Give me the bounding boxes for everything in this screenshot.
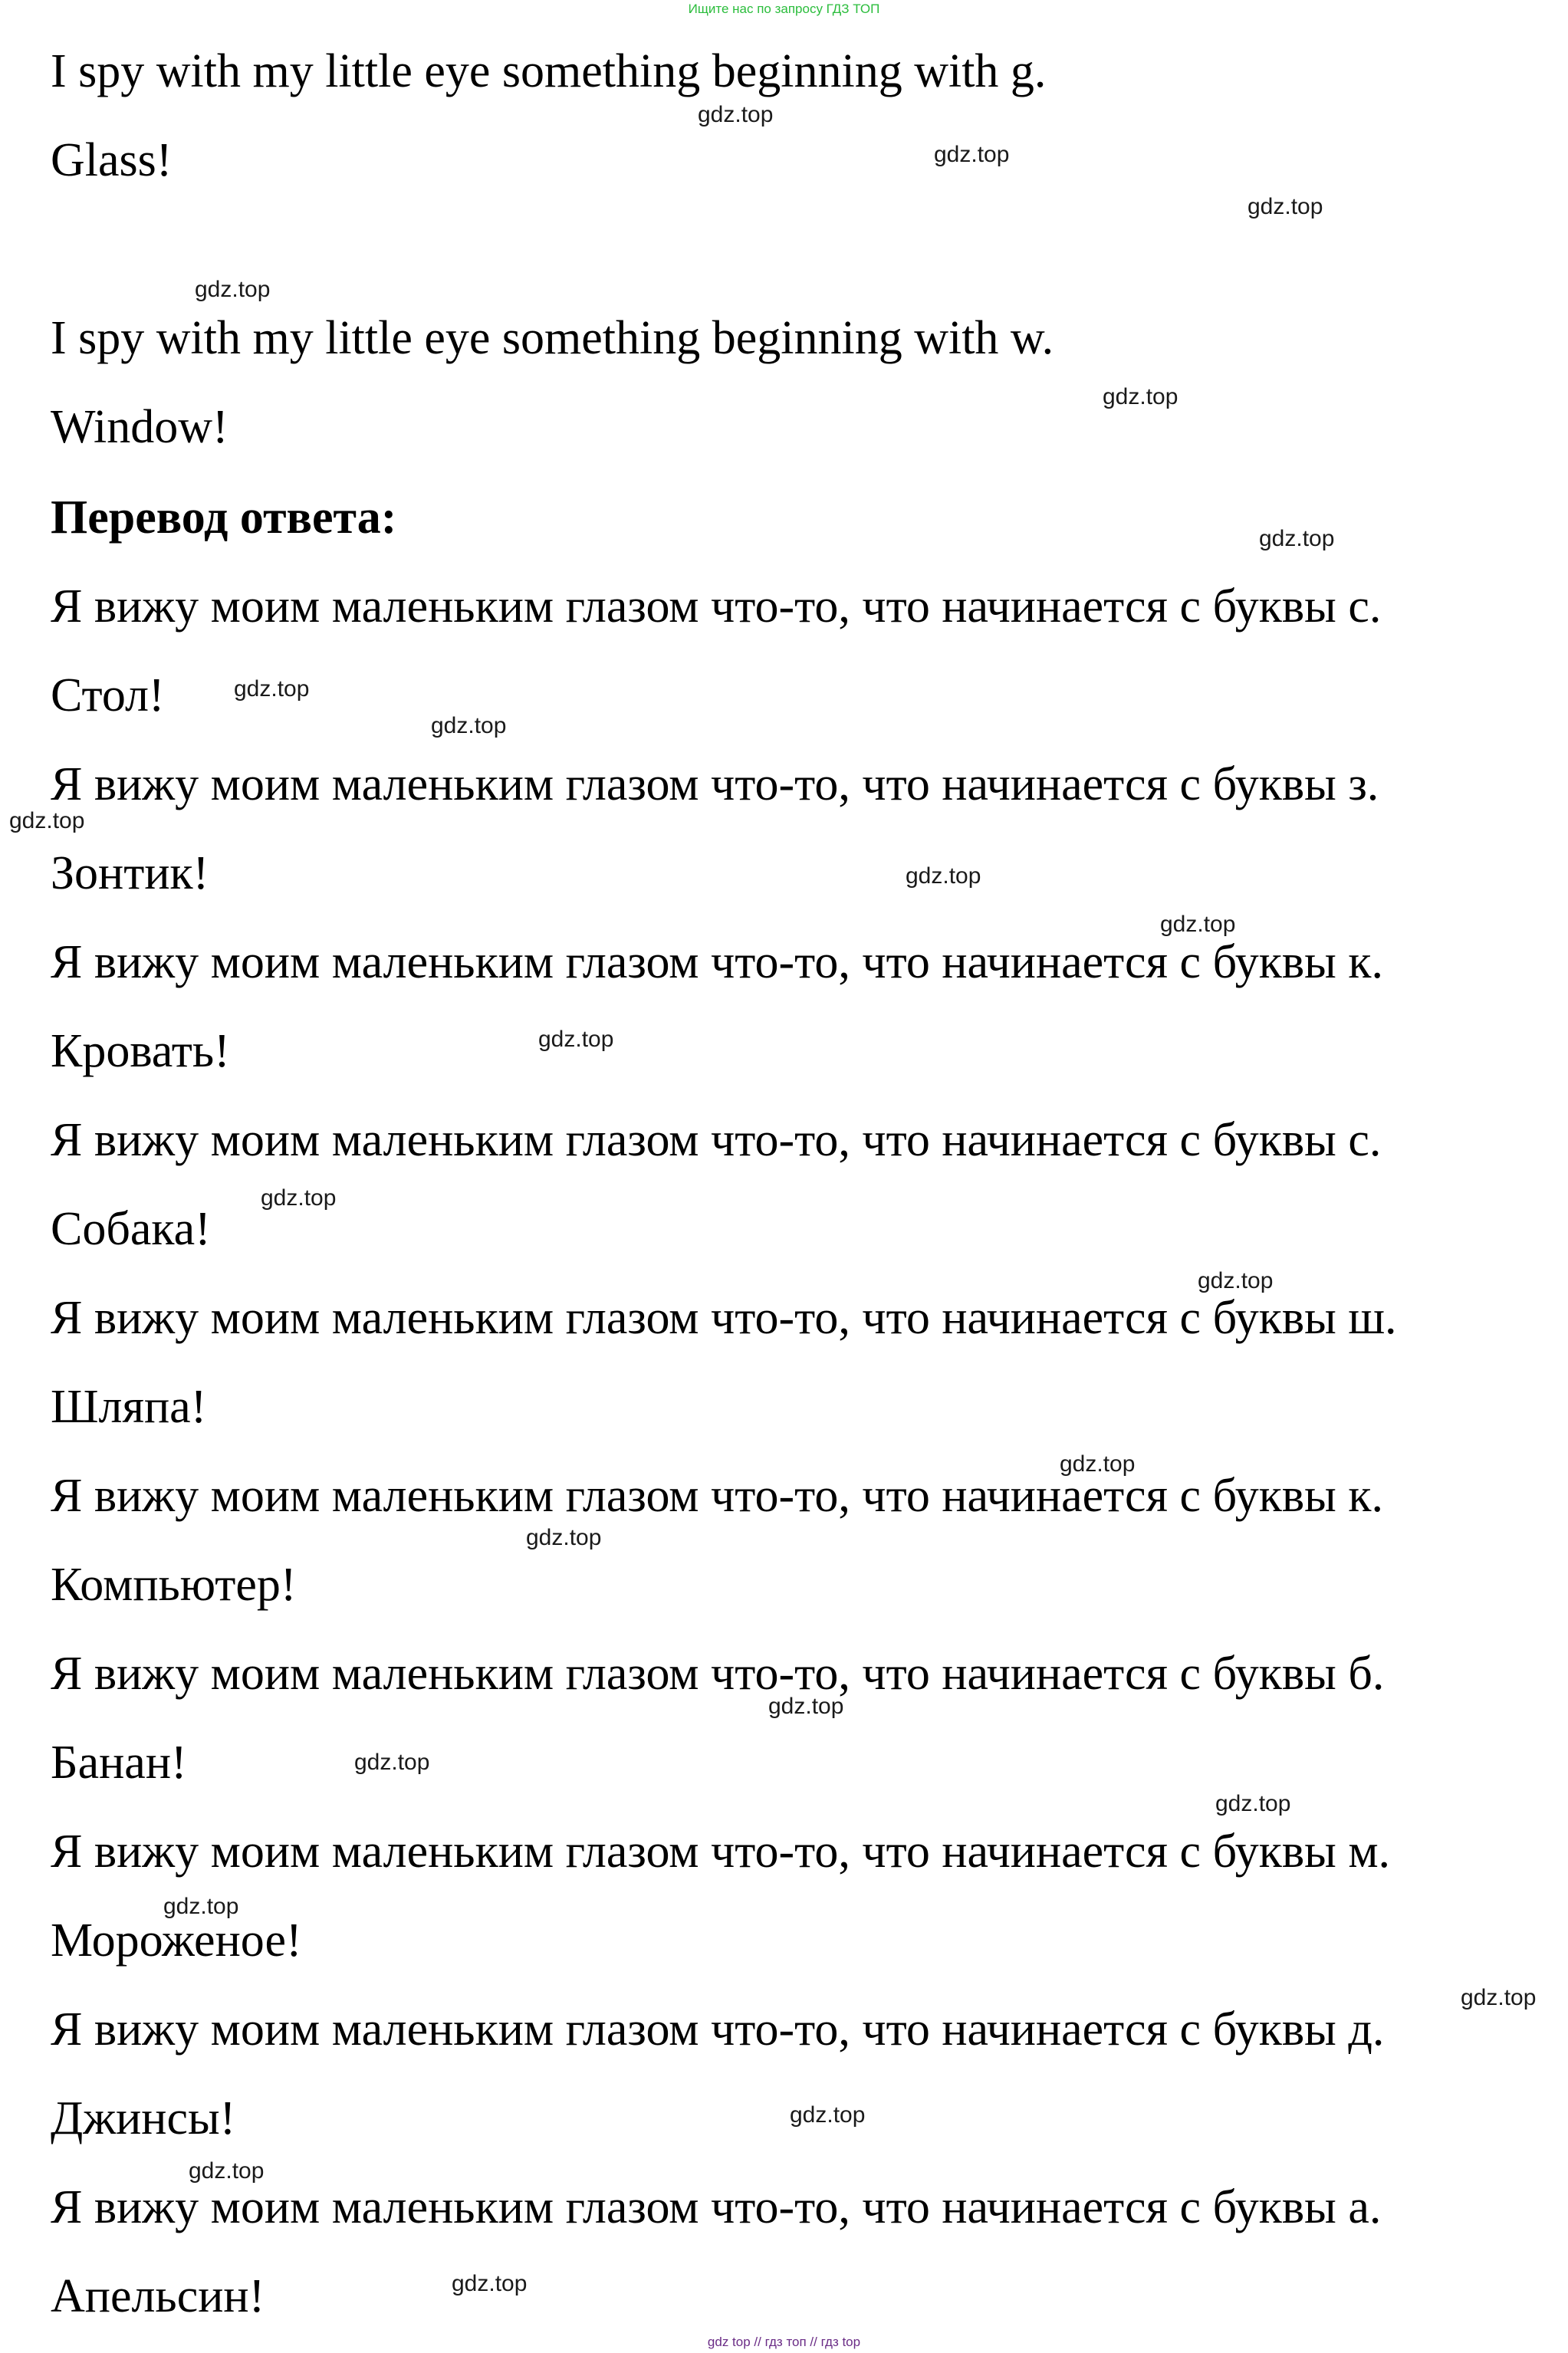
translation-line-18: Джинсы! [51,2092,236,2144]
watermark: gdz.top [1259,526,1335,551]
english-line-2: Glass! [51,134,173,186]
watermark: gdz.top [234,676,310,702]
translation-line-7: Я вижу моим маленьким глазом что-то, что начинается с буквы с. [51,1114,1382,1166]
watermark: gdz.top [1215,1791,1291,1816]
watermark: gdz.top [934,142,1010,167]
watermark: gdz.top [189,2158,265,2184]
translation-line-6: Кровать! [51,1025,230,1077]
watermark: gdz.top [1160,912,1236,937]
translation-line-16: Мороженое! [51,1914,302,1967]
watermark: gdz.top [1060,1451,1136,1477]
translation-line-2: Стол! [51,669,165,721]
top-banner: Ищите нас по запросу ГДЗ ТОП [688,2,880,16]
translation-line-9: Я вижу моим маленьким глазом что-то, что начинается с буквы ш. [51,1292,1397,1344]
english-line-4: Window! [51,401,228,453]
english-line-1: I spy with my little eye something beginning with g. [51,45,1047,97]
translation-line-10: Шляпа! [51,1381,207,1433]
translation-line-17: Я вижу моим маленьким глазом что-то, что начинается с буквы д. [51,2003,1385,2056]
watermark: gdz.top [163,1894,239,1919]
translation-line-15: Я вижу моим маленьким глазом что-то, что начинается с буквы м. [51,1826,1391,1878]
footer: gdz top // гдз топ // гдз top [707,2335,861,2349]
watermark: gdz.top [768,1694,844,1719]
watermark: gdz.top [1198,1268,1274,1293]
watermark: gdz.top [452,2271,528,2296]
translation-line-11: Я вижу моим маленьким глазом что-то, что начинается с буквы к. [51,1470,1383,1522]
translation-line-8: Собака! [51,1203,211,1255]
watermark: gdz.top [698,102,774,127]
english-line-3: I spy with my little eye something beginning with w. [51,312,1054,364]
translation-line-12: Компьютер! [51,1559,297,1611]
translation-line-4: Зонтик! [51,847,209,899]
translation-line-13: Я вижу моим маленьким глазом что-то, что начинается с буквы б. [51,1648,1385,1700]
translation-heading: Перевод ответа: [51,491,397,544]
watermark: gdz.top [431,713,507,738]
watermark: gdz.top [1103,384,1178,409]
translation-line-3: Я вижу моим маленьким глазом что-то, что начинается с буквы з. [51,758,1379,810]
translation-line-19: Я вижу моим маленьким глазом что-то, что начинается с буквы а. [51,2181,1382,2233]
watermark: gdz.top [906,863,981,889]
watermark: gdz.top [1247,194,1323,219]
translation-line-20: Апельсин! [51,2270,265,2322]
watermark: gdz.top [354,1750,430,1775]
watermark: gdz.top [790,2102,866,2128]
translation-line-5: Я вижу моим маленьким глазом что-то, что начинается с буквы к. [51,936,1383,988]
watermark: gdz.top [1461,1985,1537,2010]
watermark: gdz.top [538,1027,614,1052]
translation-line-14: Банан! [51,1737,187,1789]
translation-line-1: Я вижу моим маленьким глазом что-то, что начинается с буквы с. [51,580,1382,633]
watermark: gdz.top [261,1185,337,1211]
watermark: gdz.top [195,277,271,302]
watermark: gdz.top [9,808,85,833]
watermark: gdz.top [526,1525,602,1550]
